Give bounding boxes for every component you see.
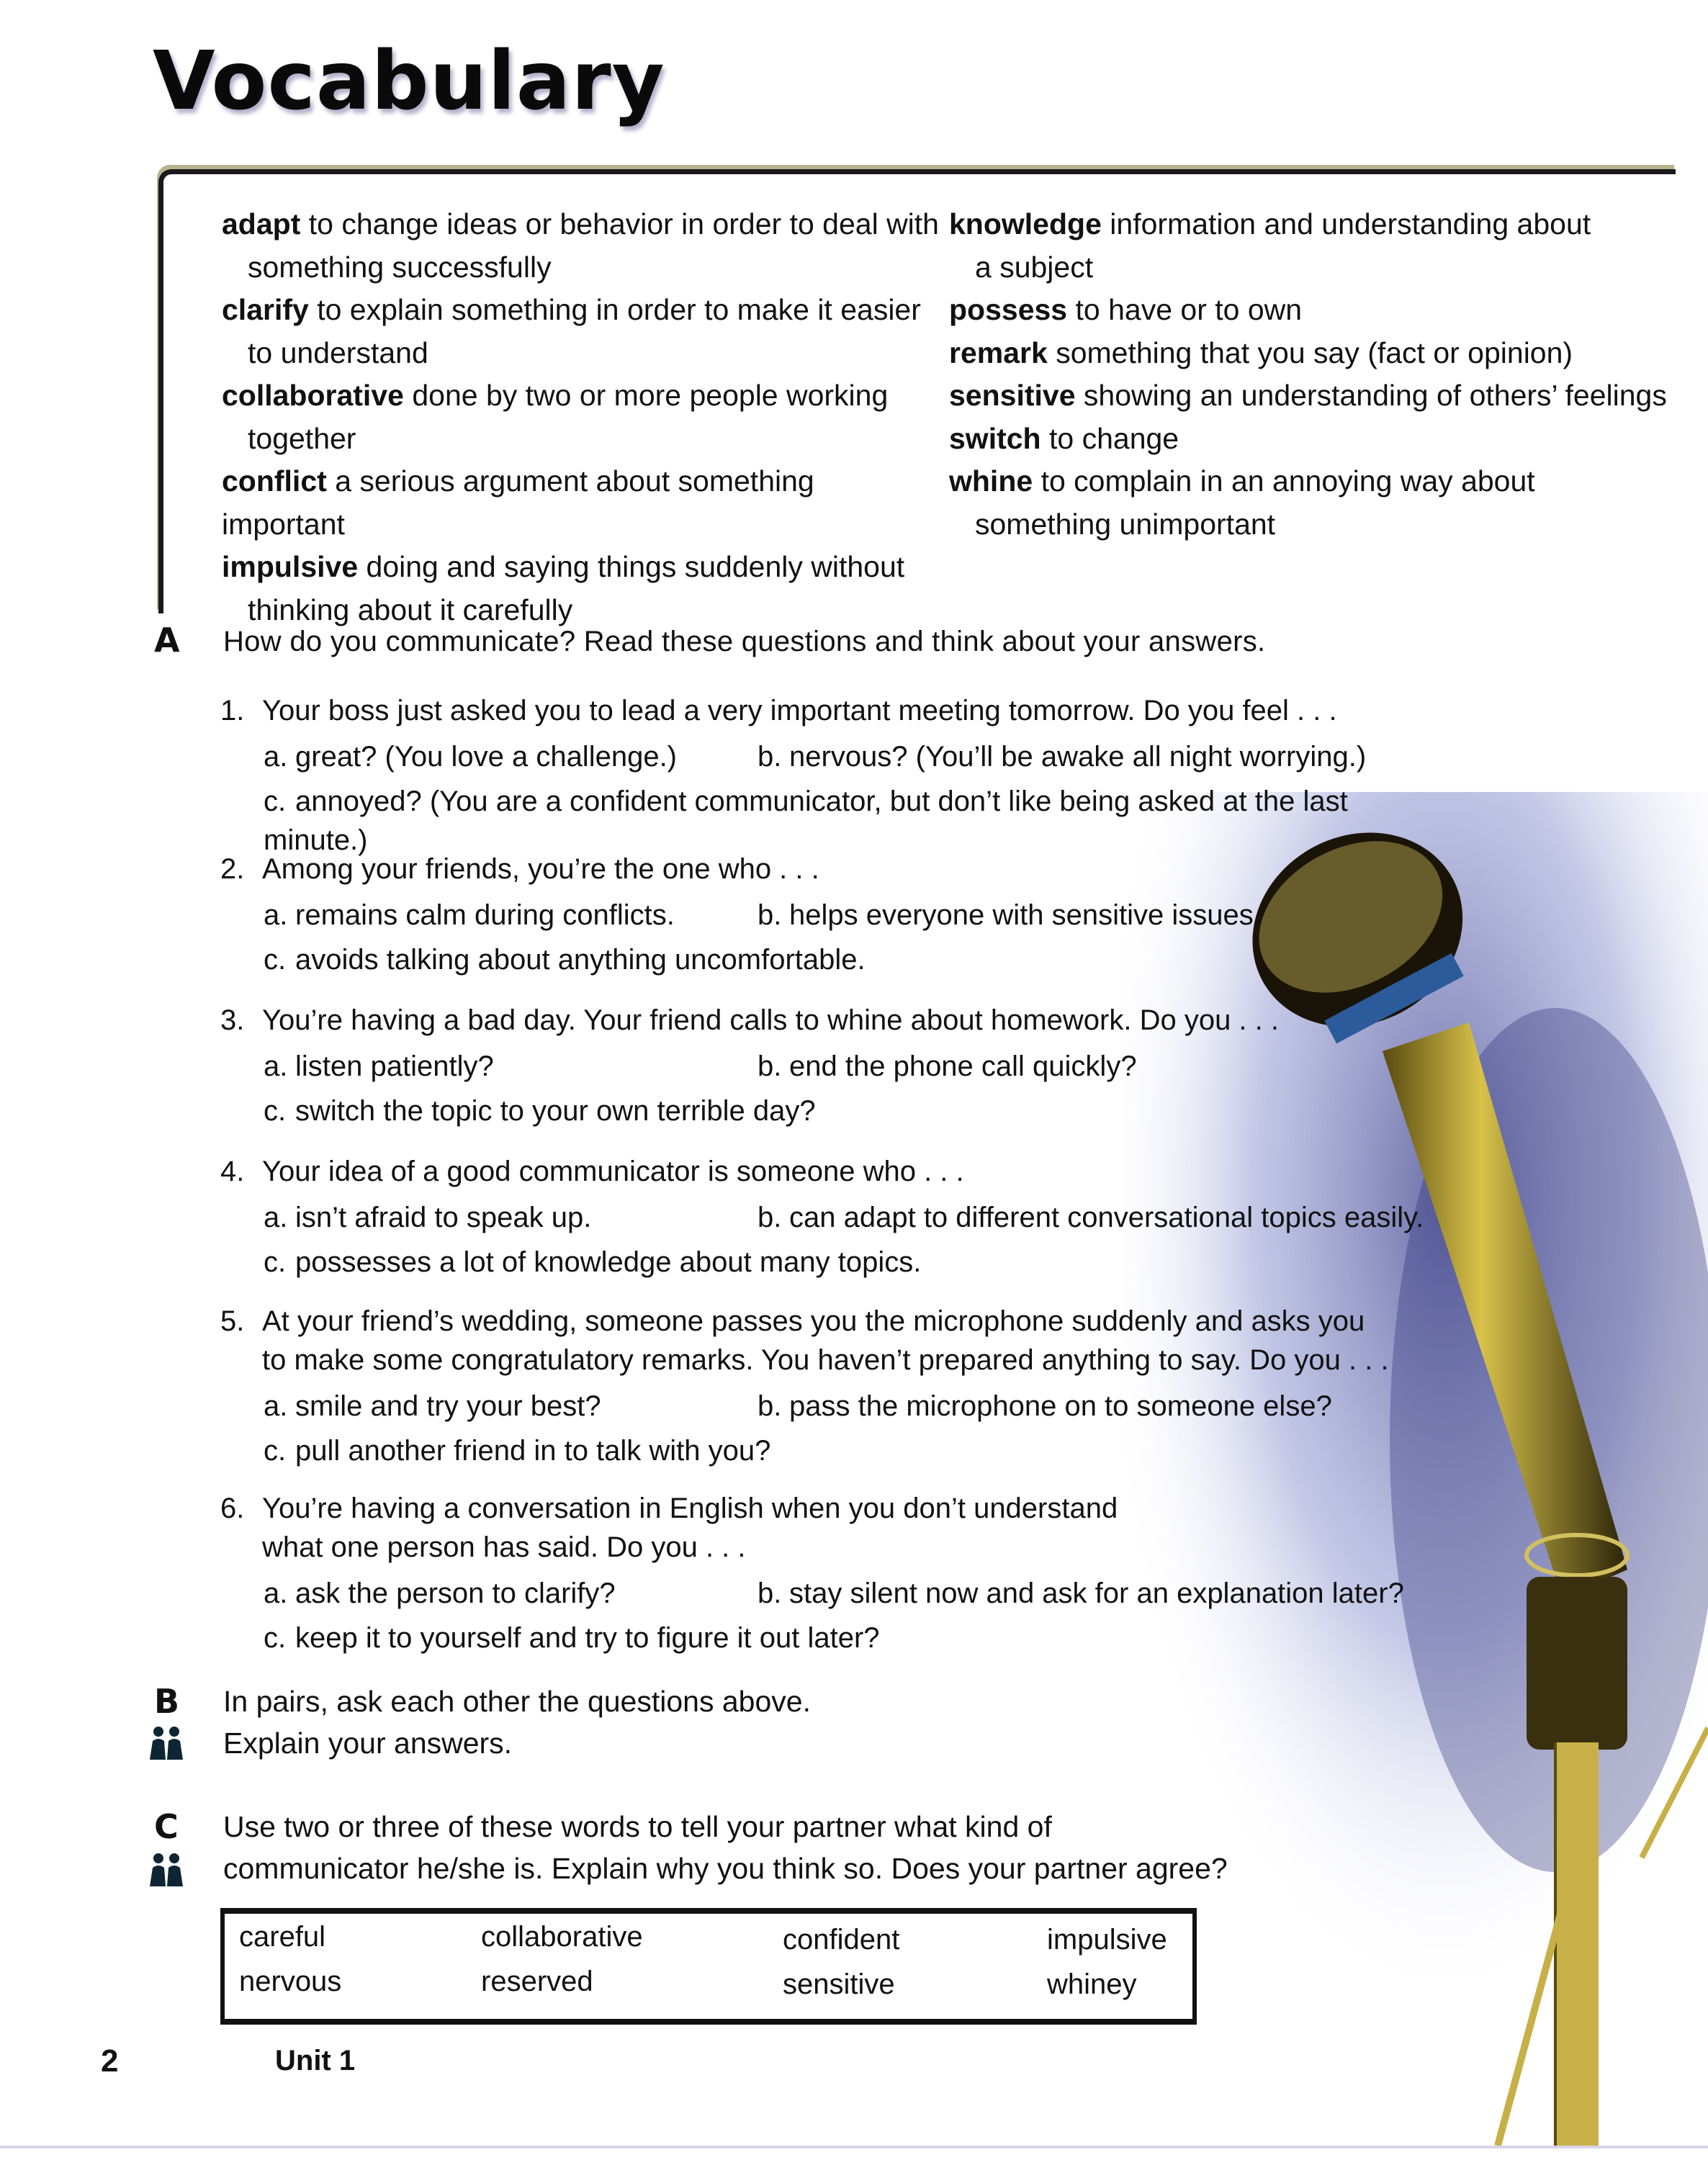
option-label: a. <box>264 1050 288 1082</box>
option-label: c. <box>264 944 287 976</box>
option-text: nervous? (You’ll be awake all night worrying.) <box>789 741 1367 773</box>
vocabulary-word: conflict <box>222 464 327 498</box>
option-b[interactable] <box>758 1387 1332 1426</box>
section-a-instruction: How do you communicate? Read these questions and think about your answers. <box>223 626 1266 657</box>
option-c[interactable] <box>264 1092 816 1130</box>
question-text: You’re having a bad day. Your friend calls to whine about homework. Do you . . . <box>262 1004 1279 1036</box>
option-row-ab <box>220 730 1444 775</box>
vocabulary-definition: to change ideas or behavior in order to deal with <box>308 207 939 240</box>
option-text: avoids talking about anything uncomfortable. <box>295 944 866 976</box>
word-bank-item: whiney <box>1047 1968 1137 2000</box>
question-item <box>220 1489 1444 1656</box>
option-row-ab <box>220 888 1444 933</box>
mic-stand-clip <box>1527 1577 1627 1750</box>
vocabulary-entry <box>949 332 1698 375</box>
vocabulary-entry <box>949 374 1698 418</box>
option-row-c <box>220 775 1444 856</box>
word-bank-item: confident <box>783 1924 900 1956</box>
question-stem <box>220 1152 1444 1191</box>
question-number: 1. <box>220 695 245 726</box>
word-bank-item: collaborative <box>481 1921 643 1953</box>
vocabulary-definition-continued: together <box>248 421 356 455</box>
vocabulary-definition: information and understanding about <box>1110 207 1591 240</box>
vocabulary-entry <box>949 460 1698 546</box>
vocabulary-definition-continued: to understand <box>248 336 428 369</box>
option-row-c <box>220 1424 1444 1469</box>
vocabulary-word: collaborative <box>222 379 404 412</box>
question-text-continued: what one person has said. Do you . . . <box>262 1531 746 1563</box>
question-item <box>220 1152 1444 1280</box>
vocabulary-word: whine <box>949 464 1033 498</box>
vocabulary-entry <box>949 289 1698 332</box>
question-stem <box>220 1001 1444 1040</box>
option-row-c <box>220 1236 1444 1280</box>
vocabulary-entry <box>222 289 942 374</box>
option-text: ask the person to clarify? <box>295 1578 616 1609</box>
option-a[interactable] <box>264 1198 591 1237</box>
option-row-c <box>220 933 1444 978</box>
question-text: At your friend’s wedding, someone passes you the microphone suddenly and asks you <box>262 1305 1365 1337</box>
option-a[interactable] <box>264 1574 616 1613</box>
vocabulary-definition-continued: something unimportant <box>975 507 1276 541</box>
question-number: 4. <box>220 1156 245 1187</box>
pair-work-icon <box>148 1852 184 1888</box>
vocabulary-definition-continued: thinking about it carefully <box>248 593 573 626</box>
section-b-letter: B <box>154 1682 180 1721</box>
vocabulary-definition: done by two or more people working <box>412 379 889 412</box>
option-label: c. <box>264 1246 287 1278</box>
vocabulary-word: knowledge <box>949 207 1102 240</box>
option-label: c. <box>264 1435 287 1467</box>
option-row-ab <box>220 1191 1444 1236</box>
option-text: can adapt to different conversational topics easily. <box>789 1202 1424 1233</box>
vocabulary-word: impulsive <box>222 550 359 583</box>
option-text: switch the topic to your own terrible day? <box>295 1095 816 1127</box>
vocabulary-definition: doing and saying things suddenly without <box>366 550 905 583</box>
vocabulary-entry <box>949 203 1698 289</box>
option-text: end the phone call quickly? <box>789 1050 1137 1082</box>
option-label: c. <box>264 1095 287 1127</box>
option-text: pass the microphone on to someone else? <box>789 1390 1332 1422</box>
vocabulary-word: clarify <box>222 293 309 326</box>
word-bank-item: nervous <box>239 1966 342 1997</box>
question-number: 6. <box>220 1493 245 1524</box>
vocabulary-definition: showing an understanding of others’ feelings <box>1083 379 1667 412</box>
option-text: annoyed? (You are a confident communicator, but don’t like being asked at the last minute.) <box>264 786 1348 856</box>
vocabulary-definition-continued: something successfully <box>248 250 552 284</box>
option-row-c <box>220 1084 1444 1129</box>
option-b[interactable] <box>758 737 1366 776</box>
option-label: a. <box>264 741 288 773</box>
option-text: stay silent now and ask for an explanation later? <box>789 1578 1404 1609</box>
option-a[interactable] <box>264 896 675 935</box>
page-number: 2 <box>101 2043 119 2079</box>
option-label: c. <box>264 786 287 817</box>
question-item <box>220 1302 1444 1469</box>
vocabulary-definition: something that you say (fact or opinion) <box>1056 336 1573 369</box>
option-text: smile and try your best? <box>295 1390 601 1422</box>
vocabulary-word: possess <box>949 293 1068 326</box>
option-label: a. <box>264 1202 288 1233</box>
question-stem <box>220 850 1444 888</box>
vocabulary-word: sensitive <box>949 379 1076 412</box>
option-b[interactable] <box>758 896 1262 935</box>
section-a-letter: A <box>154 621 180 660</box>
option-label: b. <box>758 1390 782 1422</box>
section-c-line1: Use two or three of these words to tell your partner what kind of <box>223 1810 1052 1843</box>
option-c[interactable] <box>264 1431 770 1470</box>
vocabulary-definition: to have or to own <box>1075 293 1303 326</box>
question-stem <box>220 1489 1444 1567</box>
page-edge <box>0 2146 1708 2148</box>
section-b-line2: Explain your answers. <box>223 1727 513 1760</box>
vocabulary-entry <box>222 546 942 631</box>
option-text: listen patiently? <box>295 1050 494 1082</box>
option-c[interactable] <box>264 1619 880 1657</box>
option-text: pull another friend in to talk with you? <box>295 1435 771 1467</box>
section-b-line1: In pairs, ask each other the questions above. <box>223 1685 811 1718</box>
question-number: 2. <box>220 853 245 885</box>
question-text: Your idea of a good communicator is someone who . . . <box>262 1156 964 1187</box>
word-bank-item: sensitive <box>783 1968 895 2000</box>
option-b[interactable] <box>758 1574 1404 1613</box>
vocabulary-column-right <box>949 203 1698 546</box>
vocabulary-definition: to explain something in order to make it easier <box>317 293 921 326</box>
question-item <box>220 691 1444 856</box>
option-label: a. <box>264 1578 288 1609</box>
question-text: You’re having a conversation in English when you don’t understand <box>262 1493 1118 1524</box>
vocabulary-definition: to complain in an annoying way about <box>1040 464 1535 498</box>
option-b[interactable] <box>758 1198 1424 1237</box>
unit-label: Unit 1 <box>275 2045 356 2076</box>
vocabulary-entry <box>222 203 942 289</box>
question-number: 3. <box>220 1004 245 1036</box>
question-stem <box>220 691 1444 730</box>
section-c-letter: C <box>154 1807 179 1846</box>
vocabulary-entry <box>949 418 1698 461</box>
vocabulary-word: remark <box>949 336 1048 369</box>
option-c[interactable] <box>264 940 866 979</box>
pair-work-icon <box>148 1725 184 1761</box>
option-label: b. <box>758 1578 782 1609</box>
vocabulary-entry <box>222 460 942 546</box>
word-bank-item: careful <box>239 1921 326 1953</box>
option-c[interactable] <box>264 1243 921 1282</box>
question-item <box>220 1001 1444 1129</box>
word-bank-box <box>220 1908 1197 2025</box>
question-text-continued: to make some congratulatory remarks. You haven’t prepared anything to say. Do you . . . <box>262 1344 1389 1376</box>
option-a[interactable] <box>264 1047 494 1086</box>
vocabulary-definition: a serious argument about something important <box>222 464 814 541</box>
option-c[interactable] <box>264 782 1444 860</box>
option-a[interactable] <box>264 737 677 776</box>
option-row-ab <box>220 1040 1444 1084</box>
option-a[interactable] <box>264 1387 601 1426</box>
option-label: b. <box>758 899 782 931</box>
word-bank-item: impulsive <box>1047 1924 1167 1956</box>
vocabulary-word: switch <box>949 421 1041 455</box>
question-number: 5. <box>220 1305 245 1337</box>
option-b[interactable] <box>758 1047 1137 1086</box>
question-stem <box>220 1302 1444 1380</box>
option-text: isn’t afraid to speak up. <box>295 1202 592 1233</box>
option-label: b. <box>758 1202 782 1233</box>
option-text: possesses a lot of knowledge about many topics. <box>295 1246 922 1278</box>
word-bank-item: reserved <box>481 1966 593 1997</box>
question-item <box>220 850 1444 978</box>
option-text: great? (You love a challenge.) <box>295 741 677 773</box>
question-text: Your boss just asked you to lead a very important meeting tomorrow. Do you feel . . . <box>262 695 1337 726</box>
question-text: Among your friends, you’re the one who . . . <box>262 853 819 885</box>
vocabulary-column-left <box>222 203 942 631</box>
option-text: keep it to yourself and try to figure it out later? <box>295 1622 880 1654</box>
option-label: c. <box>264 1622 287 1654</box>
option-row-ab <box>220 1567 1444 1611</box>
option-label: b. <box>758 741 782 773</box>
vocabulary-definition-continued: a subject <box>975 250 1094 284</box>
option-label: a. <box>264 1390 288 1422</box>
section-c-line2: communicator he/she is. Explain why you think so. Does your partner agree? <box>223 1852 1228 1885</box>
vocabulary-word: adapt <box>222 207 301 240</box>
microphone-image <box>1123 792 1708 2146</box>
vocabulary-entry <box>222 374 942 460</box>
option-label: b. <box>758 1050 782 1082</box>
option-row-ab <box>220 1380 1444 1424</box>
option-text: helps everyone with sensitive issues. <box>789 899 1262 931</box>
page-title: Vocabulary <box>153 35 665 128</box>
option-row-c <box>220 1611 1444 1656</box>
option-label: a. <box>264 899 288 931</box>
vocabulary-definition: to change <box>1049 421 1179 455</box>
option-text: remains calm during conflicts. <box>295 899 675 931</box>
